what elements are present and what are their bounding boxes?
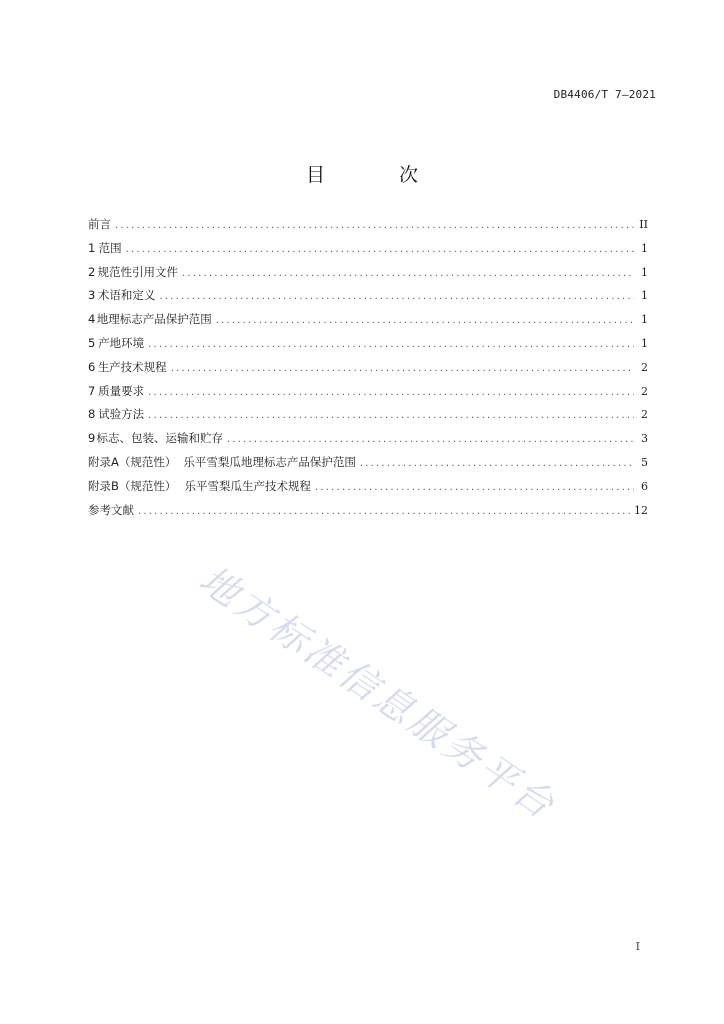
toc-appendix-label: 附录B（规范性）	[88, 478, 177, 493]
toc-page-number: 1	[641, 313, 648, 327]
toc-section-number: 7	[88, 383, 96, 398]
toc-title: 目 次	[305, 164, 453, 186]
toc-page-number: 2	[641, 384, 648, 398]
dot-leader	[148, 387, 634, 398]
toc-section-number: 3	[88, 288, 96, 303]
toc-entry-label: 标志、包装、运输和贮存	[96, 431, 224, 446]
toc-entry-label: 前言	[88, 217, 111, 231]
toc-entry-5[interactable]	[88, 335, 648, 359]
dot-leader	[182, 268, 634, 279]
dot-leader	[227, 434, 634, 445]
dot-leader	[315, 482, 634, 493]
dot-leader	[126, 244, 634, 255]
toc-entry-1[interactable]	[88, 240, 648, 264]
dot-leader	[360, 458, 634, 469]
page-number: I	[635, 940, 640, 953]
toc-page-number: 5	[641, 455, 648, 469]
toc-section-number: 5	[88, 335, 96, 350]
toc-entry-label: 质量要求	[98, 383, 145, 398]
toc-entry-7[interactable]	[88, 383, 648, 407]
toc-section-number: 9	[88, 431, 96, 446]
toc-entry-label: 术语和定义	[97, 288, 156, 303]
toc-section-number: 2	[88, 264, 96, 279]
toc-entry-label: 范围	[98, 240, 122, 255]
toc-page-number: 1	[641, 336, 648, 350]
toc-page-number: 6	[641, 479, 648, 493]
dot-leader	[159, 291, 634, 302]
toc-entry-appendix-b[interactable]	[88, 478, 648, 502]
toc-entry-3[interactable]	[88, 287, 648, 311]
toc-page-number: II	[639, 218, 648, 231]
toc-entry-label: 规范性引用文件	[97, 264, 178, 279]
toc-section-number: 4	[88, 312, 96, 327]
dot-leader	[171, 363, 634, 374]
toc-entry-4[interactable]	[88, 311, 648, 335]
toc-section-number: 6	[88, 359, 96, 374]
dot-leader	[148, 339, 634, 350]
toc-entry-2[interactable]	[88, 264, 648, 288]
toc-section-number: 8	[88, 407, 96, 422]
toc-appendix-title: 乐平雪梨瓜地理标志产品保护范围	[183, 454, 356, 469]
toc-entry-9[interactable]	[88, 430, 648, 454]
toc-entry-label: 产地环境	[98, 335, 145, 350]
toc-appendix-title: 乐平雪梨瓜生产技术规程	[184, 478, 312, 493]
toc-page-number: 1	[641, 265, 648, 279]
toc-entry-label: 地理标志产品保护范围	[96, 312, 212, 327]
dot-leader	[115, 220, 634, 231]
toc-entry-label: 生产技术规程	[97, 359, 167, 374]
toc-section-number: 1	[88, 240, 96, 255]
toc-entry-references[interactable]	[88, 502, 648, 526]
toc-page-number: 1	[641, 289, 648, 303]
watermark: 地方标准信息服务平台	[191, 557, 565, 829]
toc-entry-label: 试验方法	[98, 407, 145, 422]
toc-page-number: 3	[641, 432, 648, 446]
toc-entry-foreword[interactable]	[88, 216, 648, 240]
toc-page-number: 2	[641, 360, 648, 374]
dot-leader	[138, 506, 630, 517]
toc-entry-8[interactable]	[88, 406, 648, 430]
toc-page-number: 12	[634, 503, 648, 517]
dot-leader	[216, 315, 634, 326]
table-of-contents	[88, 216, 648, 525]
dot-leader	[148, 410, 634, 421]
toc-appendix-label: 附录A（规范性）	[88, 454, 177, 469]
toc-page-number: 1	[641, 241, 648, 255]
toc-entry-appendix-a[interactable]	[88, 454, 648, 478]
document-code: DB4406/T 7—2021	[553, 88, 656, 101]
toc-page-number: 2	[641, 408, 648, 422]
toc-entry-6[interactable]	[88, 359, 648, 383]
toc-entry-label: 参考文献	[88, 502, 134, 517]
